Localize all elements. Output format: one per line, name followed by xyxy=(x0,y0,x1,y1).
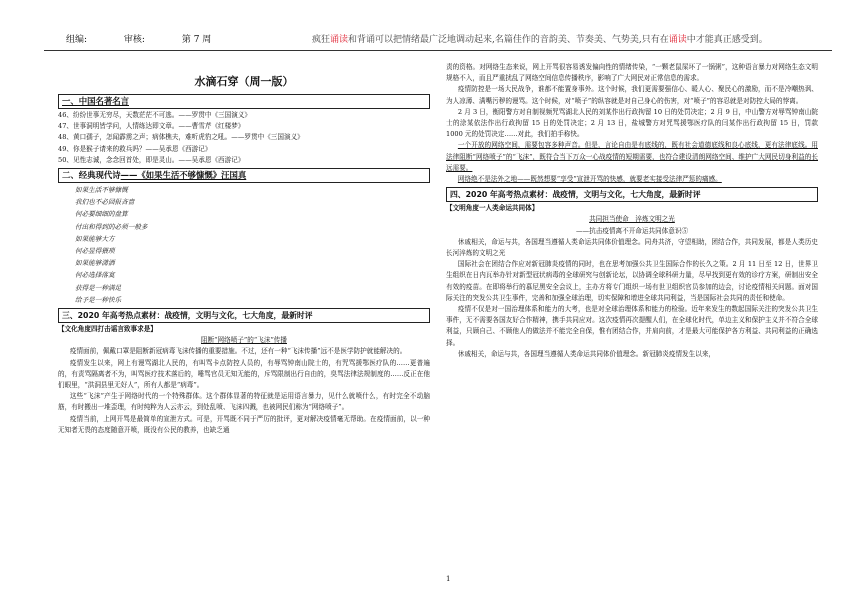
paragraph: 国际社会在团结合作应对新冠肺炎疫情的同时，也在思考加强公共卫生国际合作的长久之策。2 月 11 日至 12 日，世界卫生组织在日内瓦举办针对新型冠状病毒的全球研究与创新论坛，以协调全球科研力量，尽早找到更有效的诊疗方案，研制出安全有效的疫苗。在即将举行的慕尼黑安全会议上，主办方将专门组织一场有世卫组织官员参加的边会，讨论疫情相关问题。面对国际关注的突发公共卫生事件，完善和加强全球治理，切实保障和增进全球共同利益，当是国际社会共同的责任和使命。 xyxy=(446,260,818,302)
poem-line: 如果能够大方 xyxy=(75,234,115,243)
article-subtitle: ——抗击疫情离不开命运共同体意识⑤ xyxy=(575,226,689,235)
paragraph: 休戚相关，命运与共，各国理当遵循人类命运共同体价值理念。新冠肺炎疫情发生以来， xyxy=(457,349,716,358)
poem-line: 如果能够潇洒 xyxy=(75,259,115,268)
poem-line: 何必要细细的盘算 xyxy=(75,210,128,219)
paragraph: 疫情发生以来，网上有谩骂湖北人民的，有叫骂卡点防控人员的，有辱骂钟南山院士的，有咒骂援鄂医疗队的……更普遍的，有责骂隔离者不为，叫骂医疗技术落后的，唾骂官员无知无能的，斥骂限制出行自由的，臭骂法律法规制度的……反正在他们眼里，“洪洞县里无好人”，所有人都是“病毒”。 xyxy=(58,358,430,390)
poem-line: 何必显得猥琐 xyxy=(75,247,115,256)
quote-line: 48、黄口孺子，怎闻霹雳之声；病体樵夫，难听虎豹之吼。——罗贯中《三国演义》 xyxy=(58,133,304,142)
paragraph: 疫情不仅是对一国治理体系和能力的大考，也是对全球治理体系和能力的检验。近年来发生的数起国际关注的突发公共卫生事件，无不需要各国友好合作精神，携手共同应对。这次疫情再次提醒人们，在全球化时代，单边主义和保护主义并不符合全球利益，只顾自己、不顾他人的做法并不能完全自保，惟有团结合作，并肩向前，才是最大可能保护各方利益、共同利益的正确选择。 xyxy=(446,305,818,347)
poem-line: 何必选择落寞 xyxy=(75,271,115,280)
paragraph: 一个开放的网络空间，需要包容多种声音。但是，言论自由是有底线的，既有社会道德底线和良心底线，更有法律底线。用法律阻断“网络喷子”的“飞沫”，既符合当下万众一心战疫情的短期需要，也符合建设清朗网络空间、维护广大网民切身利益的长远需要。 xyxy=(446,141,818,172)
section-heading-two xyxy=(58,168,430,183)
paragraph: 疫情防控是一场大民战争，谁都不能置身事外。这个时候，我们更需要强信心、暖人心、聚民心的激励，而不是冷嘲热讽、为人凉薄、满嘴污秽的谩骂。这个时候，对“喷子”的纵容就是对自己身心的伤害，对“喷子”的容忍就是对防控大局的悖离。 xyxy=(446,85,818,105)
paragraph: 责的资格。对网络生态来说，网上开骂很容易诱发偏向性的情绪传染，“一颗老鼠屎坏了一锅粥”，这种语言暴力对网络生态文明规格不入，而且严重扰乱了网络空间信息传播秩序，影响了广大网民对正常信息的需求。 xyxy=(446,63,818,83)
quote-line: 50、见性志诚，念念回首处，即是灵山。——吴承恩《西游记》 xyxy=(58,155,245,164)
header-motto xyxy=(312,30,832,50)
quote-line: 46、纷纷世事无穷尽，天数茫茫不可逃。——罗贯中《三国演义》 xyxy=(58,111,252,119)
topic-tag: 【文明角度一人类命运共同体】 xyxy=(446,204,539,213)
paragraph: 疫情当前，上网开骂是最简单的宣泄方式。可是，开骂既不同于严厉的批评，更对解决疫情毫无帮助。在疫情面前，以一种无知者无畏的态度随意开喷，既没有公民的教养，也缺乏通 xyxy=(58,414,430,434)
motto-part: 疯狂 xyxy=(312,35,331,45)
motto-part: 中才能真正感受到。 xyxy=(686,35,768,45)
week-label: 第 7 周 xyxy=(181,35,212,45)
left-column xyxy=(58,72,430,436)
review-label: 审核: xyxy=(123,35,145,45)
poem-line: 给予是一种快乐 xyxy=(75,295,122,304)
article-title: 阻断“网络喷子”的“飞沫”传播 xyxy=(200,336,287,345)
paragraph: 疫情面前，佩戴口罩是阻断新冠病毒飞沫传播的重要措施。不过，还有一种“飞沫传播”远不是医学防护就能解决的。 xyxy=(69,347,407,356)
section-two-title: ——《如果生活不够慷慨》汪国真 xyxy=(120,170,247,181)
motto-highlight: 诵读 xyxy=(330,35,349,45)
article-title: 共同担当使命 淬炼文明之光 xyxy=(589,215,675,224)
poem-line: 获得是一种满足 xyxy=(75,283,122,292)
document-page xyxy=(44,30,832,585)
poem-line: 我们也不必回报吝啬 xyxy=(75,198,135,207)
motto-part: 和背诵可以把情绪最广泛地调动起来,名篇佳作的音韵美、节奏美、气势美,只有在 xyxy=(348,35,669,45)
topic-tag: 【文化角度四打击谣言致事求是】 xyxy=(58,325,157,334)
paragraph: 休戚相关，命运与共，各国理当遵循人类命运共同体价值理念。同舟共济，守望相助，团结合作，共同发展，都是人类历史长河淬炼的文明之光 xyxy=(446,237,818,258)
poem-line: 如果生活不够慷慨 xyxy=(75,186,128,195)
paragraph: 这些“飞沫”产生于网络时代的一个特殊群体。这个群体显著的特征就是运用语言暴力，见什么就喷什么，有时完全不动脑筋，有时搬出一堆歪理，有时纯粹为人云亦云，到处乱喷、飞沫四溅，也被网民们称为“网络喷子”。 xyxy=(58,392,430,412)
poem-line: 付出和得到的必须一般多 xyxy=(75,222,148,231)
page-number: 1 xyxy=(446,575,451,583)
right-column xyxy=(446,62,818,360)
header-meta xyxy=(66,30,245,50)
quote-line: 49、你是猴子请来的救兵吗？——吴承恩《西游记》 xyxy=(58,144,212,153)
page-header xyxy=(44,30,832,51)
paragraph: 2 月 3 日，衡阳警方对自制视频咒骂湖北人民的刘某作出行政拘留 10 日的处罚决定；2 月 9 日，中山警方对辱骂钟南山院士的涂某依法作出行政拘留 15 日的处罚决定；2 月 13 日，盐城警方对咒骂援鄂医疗队的闫某作出行政拘留 15 日，罚款 1000 元的处罚决定……对此，我们拍手称快。 xyxy=(446,107,818,139)
class-label: 组编: xyxy=(66,35,88,45)
motto-highlight: 诵读 xyxy=(668,35,687,45)
section-heading-three: 三、2020 年高考热点素材：战疫情，文明与文化，七大角度，最新时评 xyxy=(58,308,430,323)
document-title: 水滴石穿（周一版） xyxy=(194,75,294,88)
section-two-prefix: 二、经典现代诗 xyxy=(62,170,121,181)
poem-block xyxy=(58,184,430,306)
quote-line: 47、世事洞明皆学问，人情练达即文章。——曹雪芹《红楼梦》 xyxy=(58,122,245,131)
paragraph: 网络绝不是法外之地——既然想要“享受”宣泄开骂的快感，就要老实接受法律严惩的痛感。 xyxy=(457,175,722,184)
section-heading-four: 四、2020 年高考热点素材：战疫情，文明与文化，七大角度，最新时评 xyxy=(446,187,818,202)
section-heading-one: 一、中国名著名言 xyxy=(58,94,430,109)
